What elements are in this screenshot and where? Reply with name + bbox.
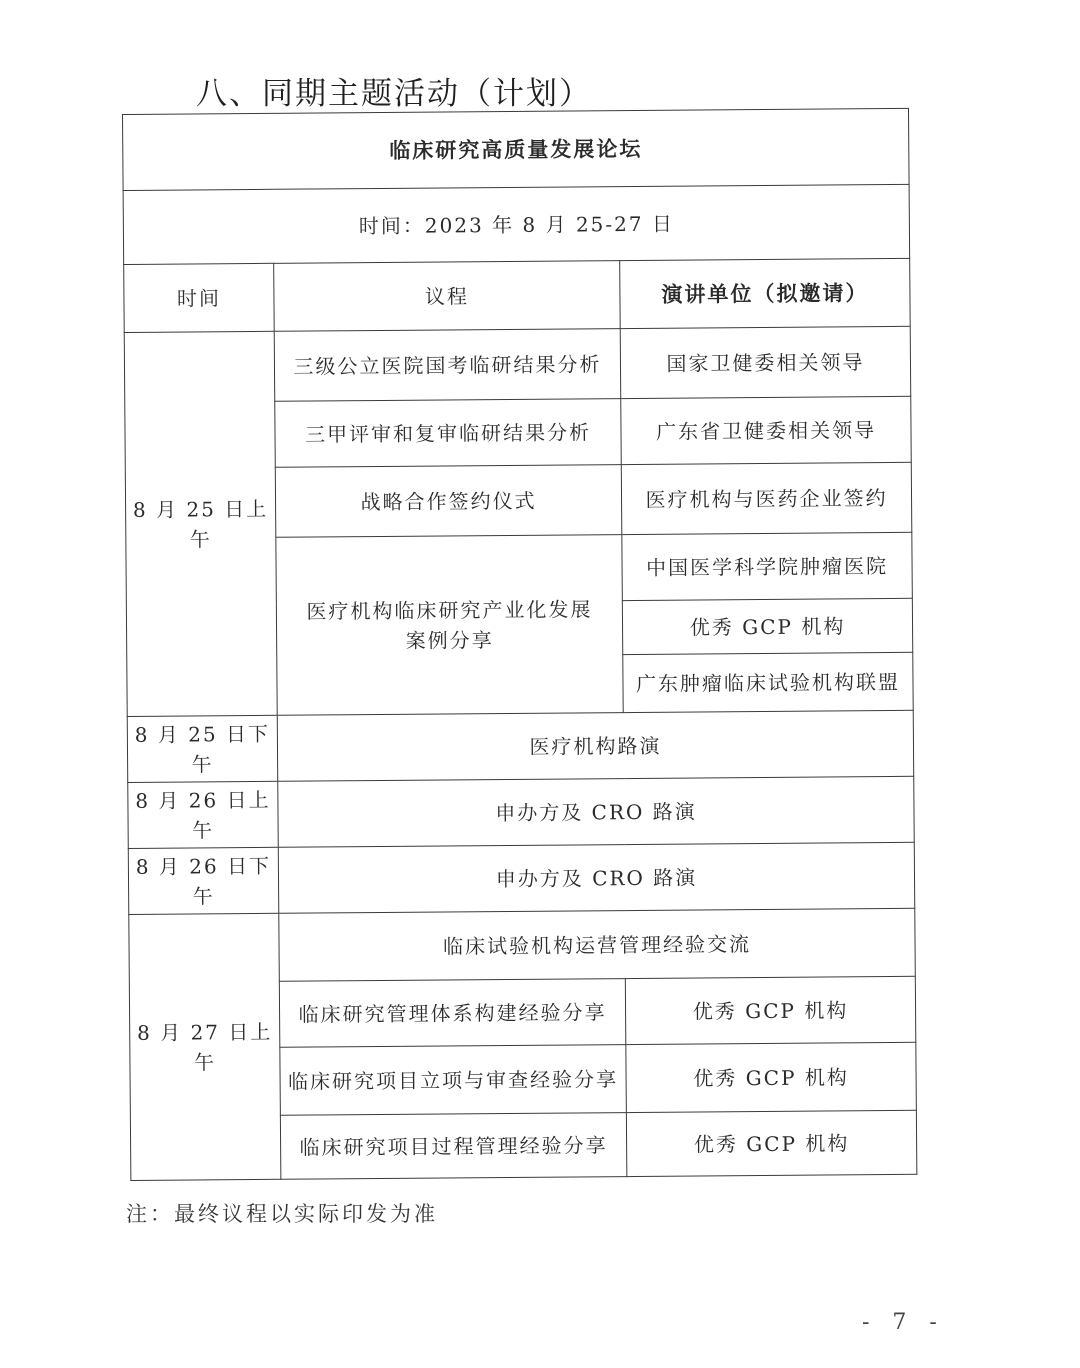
speaker-cell: 国家卫健委相关领导 [620,326,911,398]
section-heading: 八、同期主题活动（计划） [196,76,592,112]
forum-title: 临床研究高质量发展论坛 [123,108,910,190]
agenda-line: 案例分享 [405,627,494,653]
header-time: 时间 [124,263,275,332]
forum-date: 时间：2023 年 8 月 25-27 日 [123,184,910,264]
table-row [129,908,916,982]
speaker-cell: 医疗机构与医药企业签约 [621,462,912,534]
agenda-line: 医疗机构临床研究产业化发展 [306,596,593,624]
table-date-row [123,184,910,264]
agenda-cell: 临床试验机构运营管理经验交流 [279,908,916,981]
session-time: 8 月 26 日下午 [128,847,279,914]
agenda-cell: 三甲评审和复审临研结果分析 [275,399,622,468]
speaker-cell: 中国医学科学院肿瘤医院 [622,532,913,600]
agenda-cell: 临床研究项目过程管理经验分享 [280,1113,626,1180]
agenda-cell: 医疗机构路演 [277,710,914,781]
agenda-cell: 临床研究管理体系构建经验分享 [279,979,626,1048]
header-speaker: 演讲单位（拟邀请） [620,258,911,328]
agenda-table [122,108,917,1181]
page-number: - 7 - [862,1310,945,1335]
speaker-cell: 广东省卫健委相关领导 [621,396,912,464]
table-row [124,326,911,402]
agenda-cell: 申办方及 CRO 路演 [278,842,915,913]
speaker-cell: 优秀 GCP 机构 [626,1042,917,1112]
agenda-cell: 临床研究项目立项与审查经验分享 [280,1045,627,1116]
speaker-cell: 优秀 GCP 机构 [622,598,912,654]
table-header-row [124,258,911,332]
table-title-row [123,108,910,190]
table-row [128,776,915,848]
session-time: 8 月 27 日上午 [129,913,281,1180]
table-row [128,842,915,914]
speaker-cell: 广东肿瘤临床试验机构联盟 [623,652,913,712]
session-time: 8 月 25 日上午 [124,331,277,716]
speaker-cell: 优秀 GCP 机构 [626,1110,917,1176]
speaker-cell: 优秀 GCP 机构 [625,976,916,1044]
footnote: 注：最终议程以实际印发为准 [126,1202,438,1226]
session-time: 8 月 26 日上午 [128,781,279,848]
header-agenda: 议程 [274,261,621,332]
agenda-cell [276,535,623,716]
table-row [127,710,914,782]
agenda-cell: 战略合作签约仪式 [275,465,622,538]
agenda-cell: 申办方及 CRO 路演 [278,776,915,847]
session-time: 8 月 25 日下午 [127,715,278,782]
agenda-table-wrapper [122,108,916,1181]
agenda-cell: 三级公立医院国考临研结果分析 [274,329,621,402]
